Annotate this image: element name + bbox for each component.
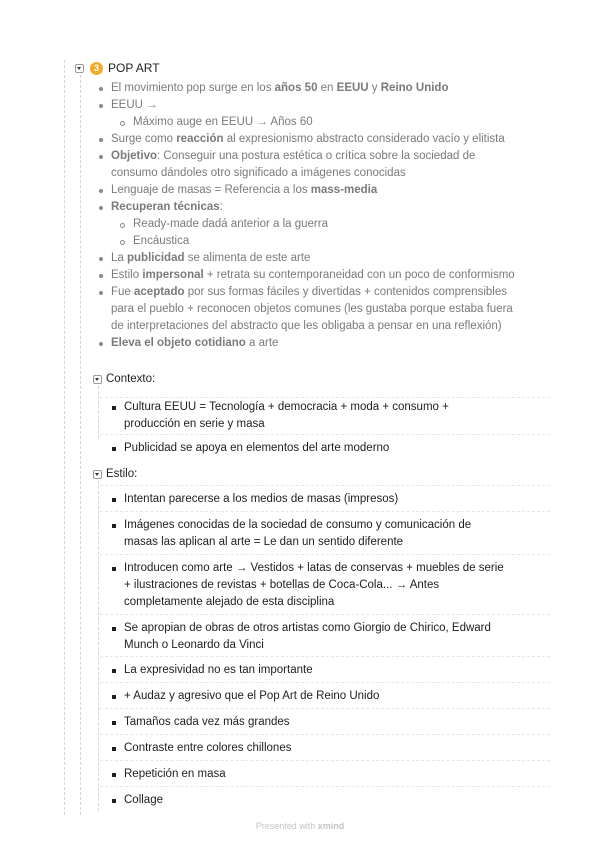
contexto-item[interactable]: Cultura EEUU = Tecnología + democracia + moda + consumo + producción en serie y masa bbox=[112, 399, 449, 433]
separator bbox=[100, 786, 550, 787]
note-subitem: Máximo auge en EEUU → Años 60 bbox=[120, 114, 313, 131]
estilo-item[interactable]: Intentan parecerse a los medios de masas (impresos) bbox=[112, 491, 398, 508]
note-item: Recuperan técnicas: bbox=[99, 199, 223, 216]
guide-line bbox=[80, 75, 81, 815]
note-item: Fue aceptado por sus formas fáciles y divertidas + contenidos comprensibles para el pueblo + reconocen objetos comunes (les gustaba porque estaba fuera de interpretaciones del abstracto que les obligaba a pensar en una reflexión) bbox=[99, 284, 513, 335]
estilo-item[interactable]: Tamaños cada vez más grandes bbox=[112, 714, 290, 731]
separator bbox=[100, 397, 550, 398]
note-subitem: Ready-made dadá anterior a la guerra bbox=[120, 216, 328, 233]
bullet-icon bbox=[99, 206, 103, 210]
guide-line bbox=[64, 60, 65, 815]
circle-bullet-icon bbox=[120, 223, 125, 228]
bullet-icon bbox=[99, 155, 103, 159]
note-item: Surge como reacción al expresionismo abstracto considerado vacío y elitista bbox=[99, 131, 505, 148]
square-bullet-icon bbox=[112, 567, 116, 571]
xmind-brand: xmind bbox=[317, 821, 345, 831]
bullet-icon bbox=[99, 104, 103, 108]
separator bbox=[100, 760, 550, 761]
guide-line bbox=[98, 386, 99, 438]
square-bullet-icon bbox=[112, 406, 116, 410]
square-bullet-icon bbox=[112, 773, 116, 777]
note-item: EEUU → bbox=[99, 97, 158, 114]
estilo-item[interactable]: Contraste entre colores chillones bbox=[112, 740, 291, 757]
topic-number-badge: 3 bbox=[90, 62, 103, 75]
bullet-icon bbox=[99, 257, 103, 261]
bullet-icon bbox=[99, 291, 103, 295]
topic-title[interactable]: POP ART bbox=[108, 61, 160, 75]
note-item: Objetivo: Conseguir una postura estética o crítica sobre la sociedad de consumo dándoles otro significado a imágenes conocidas bbox=[99, 148, 475, 182]
note-subitem: Encáustica bbox=[120, 233, 189, 250]
square-bullet-icon bbox=[112, 695, 116, 699]
estilo-label[interactable]: Estilo: bbox=[106, 468, 138, 480]
separator bbox=[100, 614, 550, 615]
collapse-toggle[interactable] bbox=[75, 64, 84, 73]
separator bbox=[100, 734, 550, 735]
square-bullet-icon bbox=[112, 747, 116, 751]
note-item: El movimiento pop surge en los años 50 en EEUU y Reino Unido bbox=[99, 80, 448, 97]
estilo-item[interactable]: Se apropian de obras de otros artistas como Giorgio de Chirico, Edward Munch o Leonardo da Vinci bbox=[112, 620, 491, 654]
square-bullet-icon bbox=[112, 799, 116, 803]
estilo-item[interactable]: Collage bbox=[112, 792, 163, 809]
square-bullet-icon bbox=[112, 524, 116, 528]
separator bbox=[100, 434, 550, 435]
separator bbox=[100, 485, 550, 486]
bullet-icon bbox=[99, 138, 103, 142]
contexto-item[interactable]: Publicidad se apoya en elementos del arte moderno bbox=[112, 440, 389, 457]
bullet-icon bbox=[99, 87, 103, 91]
bullet-icon bbox=[99, 342, 103, 346]
bullet-icon bbox=[99, 189, 103, 193]
square-bullet-icon bbox=[112, 498, 116, 502]
estilo-item[interactable]: Repetición en masa bbox=[112, 766, 226, 783]
square-bullet-icon bbox=[112, 669, 116, 673]
estilo-item[interactable]: Introducen como arte → Vestidos + latas de conservas + muebles de serie + ilustraciones de revistas + botellas de Coca-Cola... → Antes completamente alejado de esta disciplina bbox=[112, 560, 504, 611]
estilo-toggle[interactable] bbox=[93, 470, 102, 479]
square-bullet-icon bbox=[112, 721, 116, 725]
note-item: Lenguaje de masas = Referencia a los mass-media bbox=[99, 182, 377, 199]
circle-bullet-icon bbox=[120, 240, 125, 245]
separator bbox=[100, 682, 550, 683]
separator bbox=[100, 656, 550, 657]
note-item: La publicidad se alimenta de este arte bbox=[99, 250, 310, 267]
bullet-icon bbox=[99, 274, 103, 278]
separator bbox=[100, 511, 550, 512]
guide-line bbox=[98, 481, 99, 811]
contexto-toggle[interactable] bbox=[93, 375, 102, 384]
footer-credit: Presented with xmind bbox=[255, 821, 345, 831]
square-bullet-icon bbox=[112, 627, 116, 631]
circle-bullet-icon bbox=[120, 121, 125, 126]
separator bbox=[100, 554, 550, 555]
estilo-item[interactable]: La expresividad no es tan importante bbox=[112, 662, 313, 679]
square-bullet-icon bbox=[112, 447, 116, 451]
estilo-item[interactable]: Imágenes conocidas de la sociedad de consumo y comunicación de masas las aplican al arte = Le dan un sentido diferente bbox=[112, 517, 471, 551]
contexto-label[interactable]: Contexto: bbox=[106, 373, 156, 385]
estilo-item[interactable]: + Audaz y agresivo que el Pop Art de Reino Unido bbox=[112, 688, 379, 705]
note-item: Estilo impersonal + retrata su contemporaneidad con un poco de conformismo bbox=[99, 267, 515, 284]
note-item: Eleva el objeto cotidiano a arte bbox=[99, 335, 278, 352]
separator bbox=[100, 708, 550, 709]
